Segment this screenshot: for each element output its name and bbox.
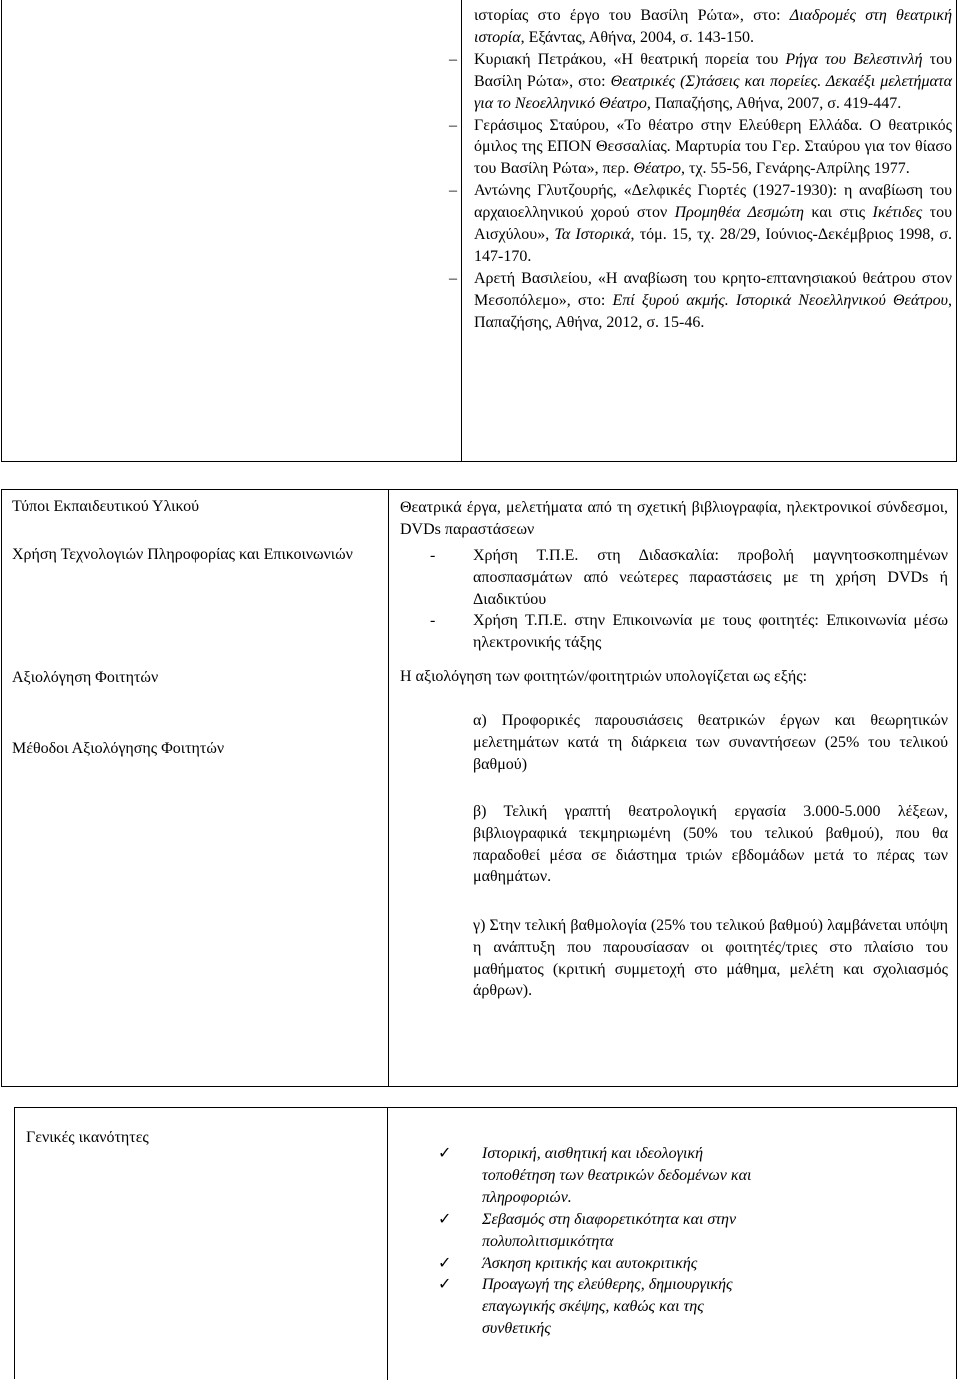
- label-assessment-methods: Μέθοδοι Αξιολόγησης Φοιτητών: [12, 740, 225, 757]
- competence-item: ✓ Προαγωγή της ελεύθερης, δημιουργικής επαγωγικής σκέψης, καθώς και της συνθετικής: [438, 1276, 733, 1338]
- checkmark-icon: ✓: [438, 1145, 452, 1162]
- label-ict-use: Χρήση Τεχνολογιών Πληροφορίας και Επικοινωνιών: [12, 546, 353, 563]
- label-material-types: Τύποι Εκπαιδευτικού Υλικού: [12, 498, 200, 515]
- checkmark-icon: ✓: [438, 1276, 452, 1294]
- column-divider: [461, 0, 462, 461]
- ict-bullets: [400, 545, 948, 654]
- ict-bullet: - Χρήση Τ.Π.Ε. στην Επικοινωνία με τους φοιτητές: Επικοινωνία μέσω ηλεκτρονικής τάξης: [430, 612, 948, 652]
- bibliography-item: – Κυριακή Πετράκου, «Η θεατρική πορεία του Ρήγα του Βελεστινλή του Βασίλη Ρώτα», στο: Θεατρικές (Σ)τάσεις και πορείες. Δεκαέξι μελετήματα για το Νεοελληνικό Θέατρο, Παπαζήσης, Αθήνα, 2007, σ. 419-447.: [449, 50, 953, 112]
- competences-table: [14, 1107, 957, 1379]
- column-divider: [387, 1108, 388, 1380]
- label-assessment: Αξιολόγηση Φοιτητών: [12, 669, 159, 686]
- column-divider: [388, 490, 389, 1086]
- bibliography-item: – Γεράσιμος Σταύρου, «Το θέατρο στην Ελεύθερη Ελλάδα. Ο θεατρικός όμιλος της ΕΠΟΝ Θεσσαλίας. Μαρτυρία του Γερ. Σταύρου για τον θίασο του Βασίλη Ρώτα», περ. Θέατρο, τχ. 55-56, Γενάρης-Απρίλης 1977.: [449, 116, 952, 178]
- bibliography-continuation: ιστορίας στο έργο του Βασίλη Ρώτα», στο: Διαδρομές στη θεατρική ιστορία, Εξάντας, Αθήνα, 2004, σ. 143-150.: [474, 7, 952, 46]
- bibliography-list: [449, 5, 953, 334]
- assessment-intro: Η αξιολόγηση των φοιτητών/φοιτητριών υπολογίζεται ως εξής:: [400, 668, 808, 685]
- ict-bullet: - Χρήση Τ.Π.Ε. στη Διδασκαλία: προβολή μαγνητοσκοπημένων αποσπασμάτων από νεώτερες παραστάσεις με τη χρήση DVDs ή Διαδικτύου: [430, 547, 948, 608]
- assessment-method: α) Προφορικές παρουσιάσεις θεατρικών έργων και θεωρητικών μελετημάτων κατά τη διάρκεια των συναντήσεων (25% του τελικού βαθμού): [473, 712, 948, 773]
- assessment-method: γ) Στην τελική βαθμολογία (25% του τελικού βαθμού) λαμβάνεται υπόψη η ανάπτυξη που παρουσίασαν οι φοιτητές/τριες στο πλαίσιο του μαθήματος (κριτική συμμετοχή στο μάθημα, μελέτη και σχολιασμός άρθρων).: [473, 917, 948, 1000]
- checkmark-icon: ✓: [438, 1254, 452, 1272]
- bibliography-item: – Αρετή Βασιλείου, «Η αναβίωση του κρητο-επτανησιακού θεάτρου στον Μεσοπόλεμο», στο: Επί ξυρού ακμής. Ιστορικά Νεοελληνικού Θεάτρου, Παπαζήσης, Αθήνα, 2012, σ. 15-46.: [449, 269, 953, 331]
- course-info-table: [1, 489, 958, 1087]
- competence-item: ✓ Σεβασμός στη διαφορετικότητα και στην πολυπολιτισμικότητα: [438, 1210, 737, 1250]
- label-general-competences: Γενικές ικανότητες: [26, 1129, 149, 1146]
- assessment-method: β) Τελική γραπτή θεατρολογική εργασία 3.000-5.000 λέξεων, βιβλιογραφικά τεκμηριωμένη (50% του τελικού βαθμού), που θα παραδοθεί μέσα σε διάστημα τριών εβδομάδων μετά το πέρας των μαθημάτων.: [473, 803, 948, 886]
- checkmark-icon: ✓: [438, 1210, 452, 1228]
- material-types-text: Θεατρικά έργα, μελετήματα από τη σχετική βιβλιογραφία, ηλεκτρονικοί σύνδεσμοι, DVDs παραστάσεων: [400, 499, 948, 538]
- bibliography-table: [1, 0, 957, 462]
- competence-item: ✓ Άσκηση κριτικής και αυτοκριτικής: [438, 1253, 768, 1275]
- bibliography-item: – Αντώνης Γλυτζουρής, «Δελφικές Γιορτές (1927-1930): η αναβίωση του αρχαιοελληνικού χορού στον Προμηθέα Δεσμώτη και στις Ικέτιδες του Αισχύλου», Τα Ιστορικά, τόμ. 15, τχ. 28/29, Ιούνιος-Δεκέμβριος 1998, σ. 147-170.: [449, 182, 952, 265]
- competence-item: ✓ Ιστορική, αισθητική και ιδεολογική τοποθέτηση των θεατρικών δεδομένων και πληροφοριών.: [438, 1145, 752, 1206]
- competences-list: [438, 1143, 768, 1340]
